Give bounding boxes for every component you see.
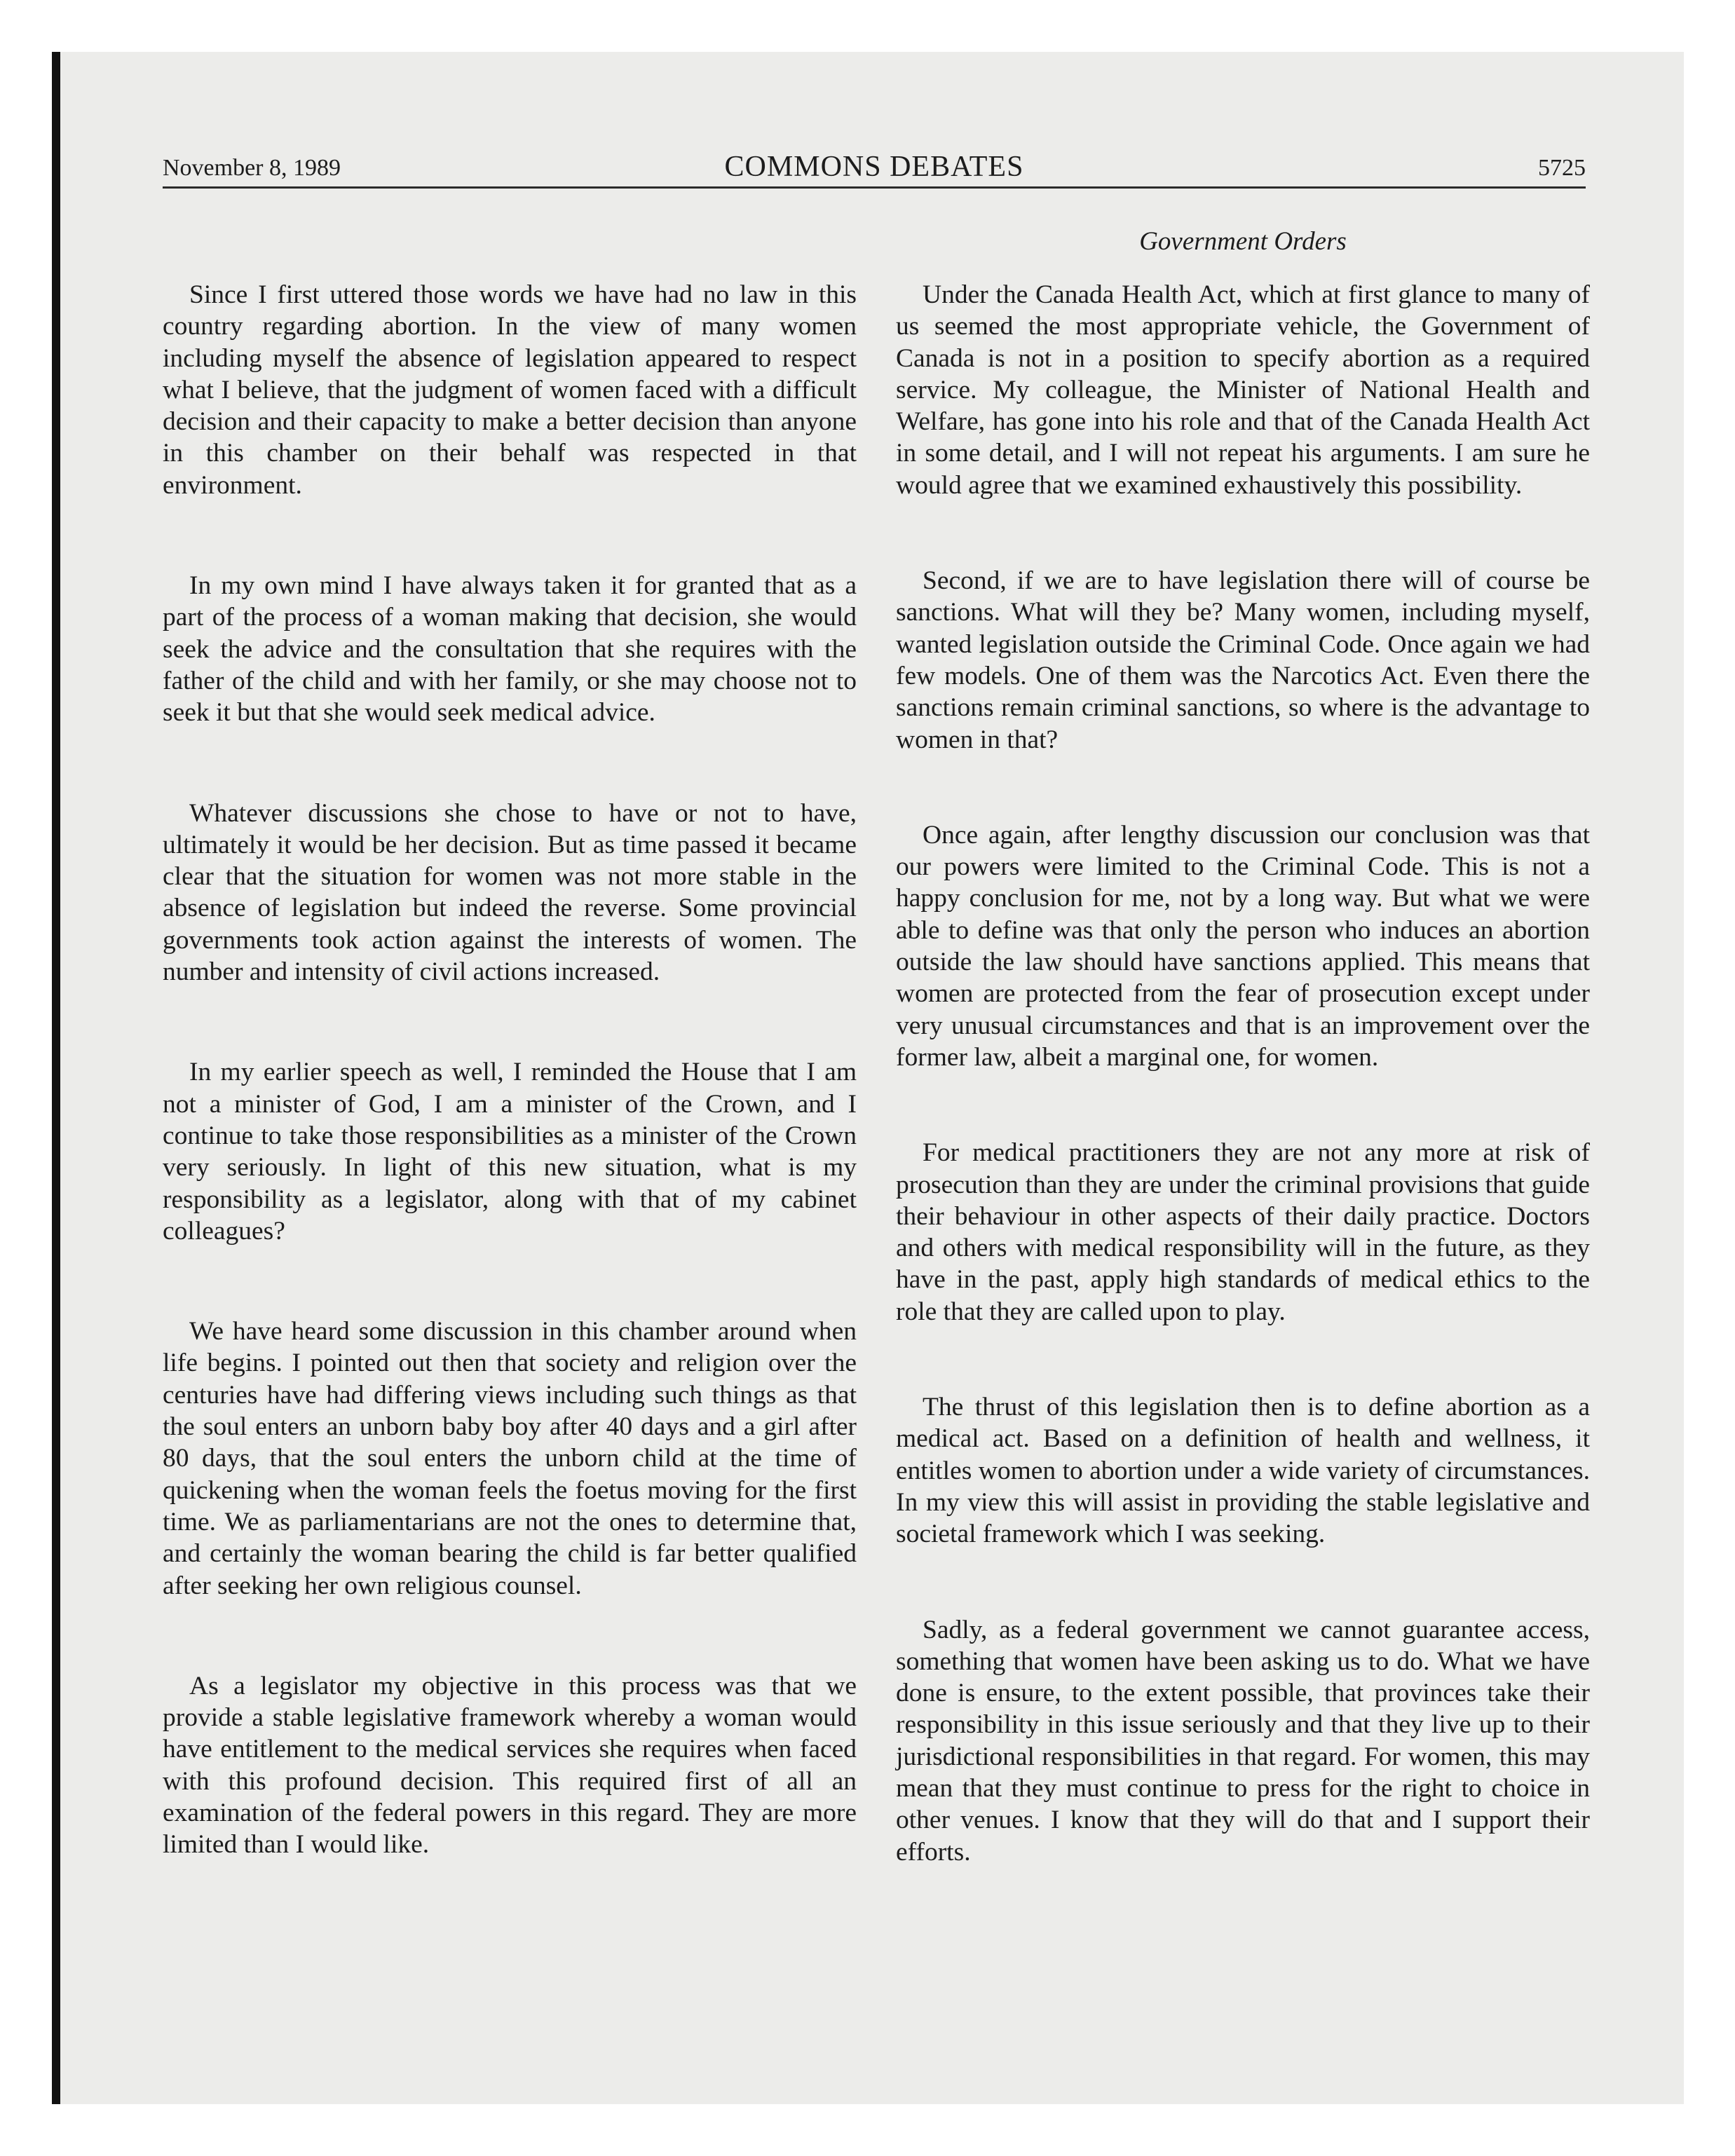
paragraph: The thrust of this legislation then is to define abortion as a medical act. Based on a definition of health and wellness, it entitles women to abortion under a wide variety of circumstances. In my view this will assist in providing the stable legislative and societal framework which I was seeking. — [896, 1393, 1590, 1549]
paragraph: In my own mind I have always taken it for granted that as a part of the process of a woman making that decision, she would seek the advice and the consultation that she requires with the father of the child and with her family, or she may choose not to seek it but that she would seek medical advice. — [163, 571, 857, 728]
section-label: Government Orders — [1139, 227, 1347, 256]
paragraph: Sadly, as a federal government we cannot guarantee access, something that women have been asking us to do. What we have done is ensure, to the extent possible, that provinces take their responsibility in this issue seriously and that they live up to their jurisdictional responsibilities in that regard. For women, this may mean that they must continue to press for the right to choice in other venues. I know that they will do that and I support their efforts. — [896, 1615, 1590, 1867]
paragraph: Second, if we are to have legislation there will of course be sanctions. What will they be? Many women, including myself, wanted legislation outside the Criminal Code. Once again we had few models. One of them was the Narcotics Act. Even there the sanctions remain criminal sanctions, so where is the advantage to women in that? — [896, 566, 1590, 754]
paragraph: Since I first uttered those words we have had no law in this country regarding abortion. In the view of many women including myself the absence of legislation appeared to respect what I believe, that the judgment of women faced with a difficult decision and their capacity to make a better decision than anyone in this chamber on their behalf was respected in that environment. — [163, 280, 857, 500]
right-column — [896, 279, 1590, 1868]
header-page-number: 5725 — [1538, 155, 1586, 181]
running-header — [163, 149, 1586, 188]
left-column — [163, 279, 857, 1861]
paragraph: As a legislator my objective in this process was that we provide a stable legislative framework whereby a woman would have entitlement to the medical services she requires when faced with this profound decision. This required first of all an examination of the federal powers in this regard. They are more limited than I would like. — [163, 1671, 857, 1860]
paragraph: Under the Canada Health Act, which at first glance to many of us seemed the most appropriate vehicle, the Government of Canada is not in a position to specify abortion as a required service. My colleague, the Minister of National Health and Welfare, has gone into his role and that of the Canada Health Act in some detail, and I will not repeat his arguments. I am sure he would agree that we examined exhaustively this possibility. — [896, 280, 1590, 500]
header-title: COMMONS DEBATES — [724, 151, 1024, 183]
header-date: November 8, 1989 — [163, 155, 341, 181]
paragraph: Once again, after lengthy discussion our conclusion was that our powers were limited to the Criminal Code. This is not a happy conclusion for me, not by a long way. But what we were able to define was that only the person who induces an abortion outside the law should have sanctions applied. This means that women are protected from the fear of prosecution except under very unusual circumstances and that is an improvement over the former law, albeit a marginal one, for women. — [896, 820, 1590, 1072]
paragraph: In my earlier speech as well, I reminded the House that I am not a minister of God, I am a minister of the Crown, and I continue to take those responsibilities as a minister of the Crown very seriously. In light of this new situation, what is my responsibility as a legislator, along with that of my cabinet colleagues? — [163, 1058, 857, 1246]
paragraph: Whatever discussions she chose to have or not to have, ultimately it would be her decision. But as time passed it became clear that the situation for women was not more stable in the absence of legislation but indeed the reverse. Some provincial governments took action against the interests of women. The number and intensity of civil actions increased. — [163, 798, 857, 987]
paragraph: For medical practitioners they are not any more at risk of prosecution than they are under the criminal provisions that guide their behaviour in other aspects of their daily practice. Doctors and others with medical responsibility will in the future, as they have in the past, apply high standards of medical ethics to the role that they are called upon to play. — [896, 1138, 1590, 1326]
header-rule — [163, 186, 1586, 189]
paragraph: We have heard some discussion in this chamber around when life begins. I pointed out then that society and religion over the centuries have had differing views including such things as that the soul enters an unborn baby boy after 40 days and a girl after 80 days, that the soul enters the unborn child at the time of quickening when the woman feels the foetus moving for the first time. We as parliamentarians are not the ones to determine that, and certainly the woman bearing the child is far better qualified after seeking her own religious counsel. — [163, 1317, 857, 1600]
